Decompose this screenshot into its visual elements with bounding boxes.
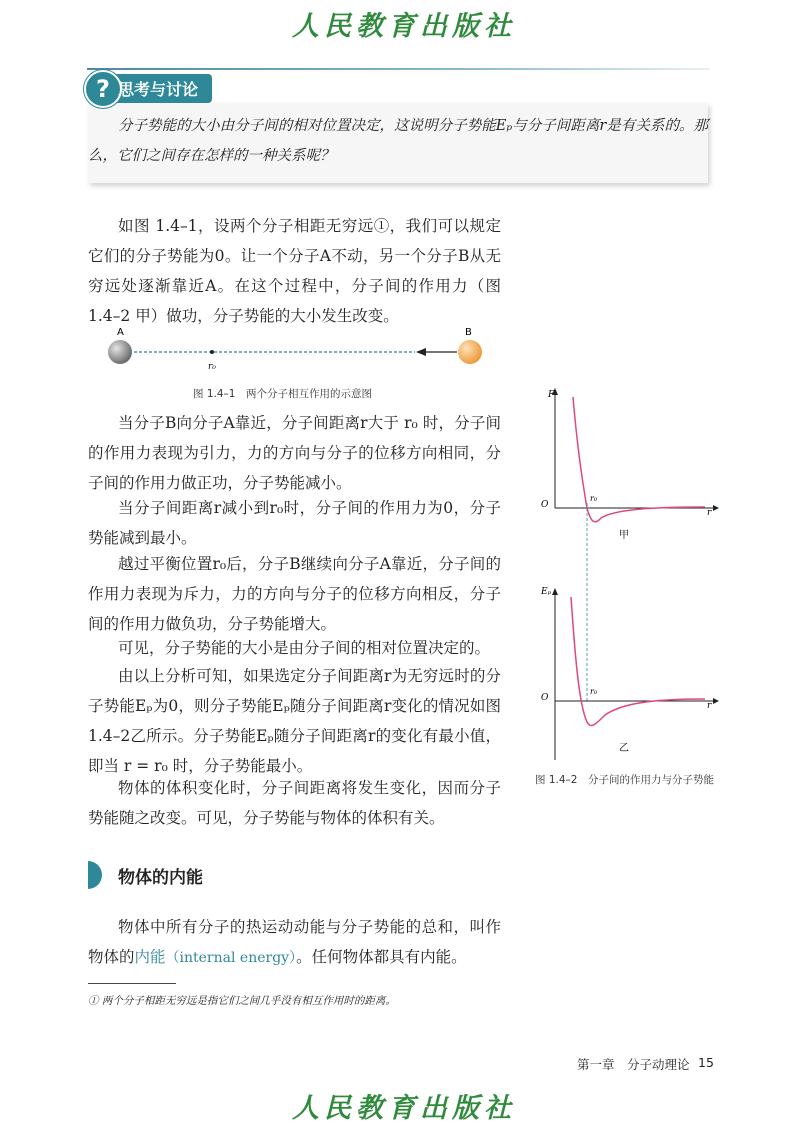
ep-sub-label: 乙 [619,743,629,754]
paragraph-minimum: 当分子间距离r减小到r₀时，分子间的作用力为0，分子势能减到最小。 [88,499,501,547]
f-x-label: r [707,508,712,518]
f-origin: O [541,500,549,510]
label-a: A [117,327,124,338]
ep-origin: O [541,693,549,703]
footnote-divider [88,983,176,984]
publisher-logo-footer: 人民教育出版社 [292,1093,516,1124]
figure-1-4-2 [535,385,725,760]
section-marker [88,861,102,889]
internal-energy-text-before: 物体中所有分子的热运动动能与分子势能的总和，叫作物体的 [88,918,501,966]
molecule-b [458,340,482,364]
paragraph-internal-energy [88,912,501,973]
label-r0: r₀ [208,362,216,372]
term-internal-energy-en: （internal energy） [165,950,297,966]
question-mark-icon: ? [84,70,122,108]
figure-1-4-2-caption: 图 1.4–2 分子间的作用力与分子势能 [535,774,714,786]
label-b: B [465,327,472,338]
discussion-text: 分子势能的大小由分子间的相对位置决定，这说明分子势能Eₚ与分子间距离r是有关系的。那么，它们之间存在怎样的一种关系呢？ [88,118,708,164]
term-internal-energy: 内能 [134,948,166,966]
discussion-badge-label: 思考与讨论 [118,80,199,99]
paragraph-conclusion: 可见，分子势能的大小是由分子间的相对位置决定的。 [118,639,491,657]
paragraph-intro: 如图 1.4–1，设两个分子相距无穷远①，我们可以规定它们的分子势能为0。让一个分子A不动，另一个分子B从无穷远处逐渐靠近A。在这个过程中，分子间的作用力（图 1.4–2 甲）做功，分子势能的大小发生改变。 [88,217,501,325]
potential-curve [571,597,705,726]
motion-arrow-head [416,348,426,356]
footnote: ① 两个分子相距无穷远是指它们之间几乎没有相互作用时的距离。 [88,995,396,1007]
section-title: 物体的内能 [118,868,203,888]
paragraph-attraction: 当分子B向分子A靠近，分子间距离r大于 r₀ 时，分子间的作用力表现为引力，力的方向与分子的位移方向相同，分子间的作用力做正功，分子势能减小。 [88,414,501,492]
f-sub-label: 甲 [619,530,629,541]
chapter-label: 第一章 分子动理论 [577,1057,690,1072]
paragraph-volume: 物体的体积变化时，分子间距离将发生变化，因而分子势能随之改变。可见，分子势能与物体的体积有关。 [88,779,501,827]
internal-energy-text-after: 。任何物体都具有内能。 [296,948,467,966]
molecule-a [108,340,132,364]
ep-y-label: Eₚ [541,587,552,597]
page-number: 15 [698,1055,714,1070]
ep-r0-label: r₀ [590,687,598,696]
publisher-logo: 人民教育出版社 [292,11,516,42]
header-rule [87,68,710,70]
force-curve [573,397,705,522]
paragraph-analysis: 由以上分析可知，如果选定分子间距离r为无穷远时的分子势能Eₚ为0，则分子势能Eₚ随分子间距离r变化的情况如图1.4–2乙所示。分子势能Eₚ随分子间距离r的变化有最小值，即当 r = r₀ 时，分子势能最小。 [88,667,501,775]
f-r0-label: r₀ [590,494,598,503]
paragraph-repulsion: 越过平衡位置r₀后，分子B继续向分子A靠近，分子间的作用力表现为斥力，力的方向与分子的位移方向相反，分子间的作用力做负功，分子势能增大。 [88,555,501,633]
figure-1-4-1-caption: 图 1.4–1 两个分子相互作用的示意图 [193,388,372,400]
ep-x-label: r [707,701,712,711]
f-y-label: F [548,390,555,400]
figure-1-4-1 [100,322,500,382]
equilibrium-point [210,350,214,354]
